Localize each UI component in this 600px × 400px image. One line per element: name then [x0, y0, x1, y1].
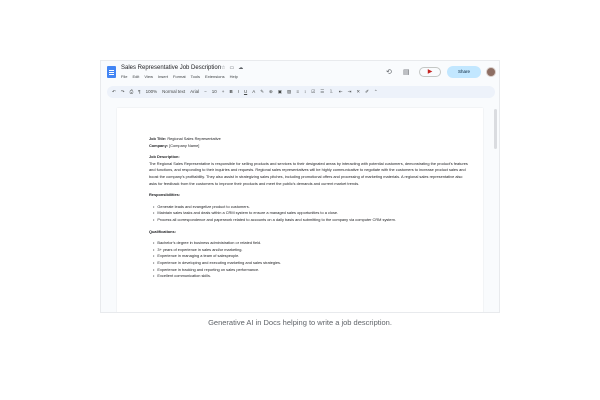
- increase-indent-icon[interactable]: ⇥: [347, 89, 352, 94]
- print-icon[interactable]: ⎙: [129, 89, 134, 94]
- job-title-line: [149, 136, 469, 143]
- numbered-list-icon[interactable]: ⒈: [329, 89, 334, 94]
- menu-view[interactable]: View: [144, 74, 153, 79]
- font-size-increase-button[interactable]: +: [221, 89, 225, 94]
- underline-button[interactable]: U: [243, 89, 248, 94]
- share-label: Share: [457, 69, 470, 74]
- responsibilities-list: [149, 204, 469, 224]
- document-page[interactable]: [117, 108, 483, 313]
- description-heading: Job Description:: [149, 154, 180, 160]
- highlight-icon[interactable]: ✎: [260, 89, 264, 94]
- formatting-toolbar: [107, 86, 495, 98]
- company-label: Company:: [149, 142, 169, 148]
- share-button[interactable]: [447, 66, 481, 78]
- paint-format-icon[interactable]: ¶: [138, 89, 141, 94]
- list-item: • Process all correspondence and paperwork related to accounts on a daily basis and submitting to the company via computer CRM system.: [153, 217, 469, 224]
- menu-insert[interactable]: Insert: [157, 74, 168, 79]
- comment-icon[interactable]: ▣: [277, 89, 283, 94]
- decrease-indent-icon[interactable]: ⇤: [338, 89, 343, 94]
- list-item: • Experience in developing and executing marketing and sales strategies.: [153, 260, 469, 267]
- menu-bar: [121, 74, 243, 79]
- document-title[interactable]: Sales Representative Job Description: [121, 65, 222, 71]
- avatar[interactable]: [486, 67, 496, 77]
- company-line: [149, 143, 469, 150]
- align-icon[interactable]: ≡: [296, 89, 299, 94]
- scrollbar[interactable]: [494, 109, 497, 149]
- redo-icon[interactable]: ↷: [120, 89, 125, 94]
- caption: Generative AI in Docs helping to write a job description.: [208, 318, 392, 327]
- job-title-label: Job Title:: [149, 136, 167, 141]
- italic-button[interactable]: I: [237, 89, 239, 94]
- title-bar: [101, 61, 500, 83]
- docs-logo-icon[interactable]: [107, 66, 116, 78]
- menu-format[interactable]: Format: [172, 74, 186, 79]
- cloud-icon[interactable]: ☁: [238, 65, 244, 71]
- meet-button[interactable]: [419, 67, 441, 77]
- qualifications-list: [149, 240, 469, 280]
- image-icon[interactable]: ▨: [287, 89, 292, 94]
- menu-file[interactable]: File: [121, 74, 128, 79]
- font-size-input[interactable]: 10: [211, 89, 217, 94]
- undo-icon[interactable]: ↶: [112, 89, 116, 94]
- qualifications-heading: Qualifications:: [149, 228, 177, 234]
- list-item: • Bachelor's degree in business administration or related field.: [153, 240, 469, 247]
- line-spacing-icon[interactable]: ↕: [303, 89, 307, 94]
- bold-button[interactable]: B: [229, 89, 233, 94]
- list-item: • Experience in tracking and reporting on sales performance.: [153, 267, 469, 274]
- responsibilities-heading: Responsibilities:: [149, 192, 181, 198]
- docs-window: [100, 60, 500, 313]
- link-icon[interactable]: ⊕: [269, 89, 273, 94]
- description-text: The Regional Sales Representative is responsible for selling products and services to their designated areas by interacting with potential customers, demonstrating the product's features and functions, and responding to their inquiries and requests. Regional sales representatives will be highly communicative to negotiate with the customers to increase product sales and boost the company's profitability. They also assist in strategizing sales pitches, including promotional offers and processing of marketing materials. A regional sales representative also asks for feedback from the customers to improve their products and meet the public's demands and current market trends.: [149, 160, 468, 186]
- document-body[interactable]: [149, 136, 469, 280]
- zoom-select[interactable]: 100%: [145, 89, 158, 94]
- collapse-toolbar-icon[interactable]: ⌃: [373, 89, 378, 94]
- comments-icon[interactable]: ▤: [403, 69, 410, 76]
- editing-mode-icon[interactable]: ✐: [365, 89, 369, 94]
- list-item: • Generate leads and evangelize product to customers.: [153, 204, 469, 211]
- style-select[interactable]: Normal text: [162, 89, 186, 94]
- company-value: [Company Name]: [168, 142, 200, 148]
- list-item: • Maintain sales tasks and deals within a CRM system to ensure a managed sales opportunities to a close.: [153, 210, 469, 217]
- menu-tools[interactable]: Tools: [190, 74, 200, 79]
- title-icons: [221, 65, 247, 71]
- job-title-value: Regional Sales Representative: [166, 136, 221, 141]
- checklist-icon[interactable]: ☑: [311, 89, 316, 94]
- menu-help[interactable]: Help: [229, 74, 238, 79]
- video-camera-icon: ▶: [427, 69, 433, 75]
- font-select[interactable]: Arial: [190, 89, 200, 94]
- list-item: • Experience in managing a team of salespeople.: [153, 253, 469, 260]
- star-icon[interactable]: ☆: [221, 65, 226, 71]
- list-item: • 3+ years of experience in sales and/or marketing.: [153, 247, 469, 254]
- menu-edit[interactable]: Edit: [132, 74, 140, 79]
- font-size-decrease-button[interactable]: −: [204, 89, 207, 94]
- bulleted-list-icon[interactable]: ☰: [320, 89, 325, 94]
- text-color-button[interactable]: A: [252, 89, 256, 94]
- clear-formatting-icon[interactable]: ✕: [356, 89, 361, 94]
- folder-icon[interactable]: ▭: [229, 65, 235, 71]
- list-item: • Excellent communication skills.: [153, 273, 469, 280]
- history-icon[interactable]: ⟲: [386, 69, 392, 76]
- menu-extensions[interactable]: Extensions: [205, 74, 225, 79]
